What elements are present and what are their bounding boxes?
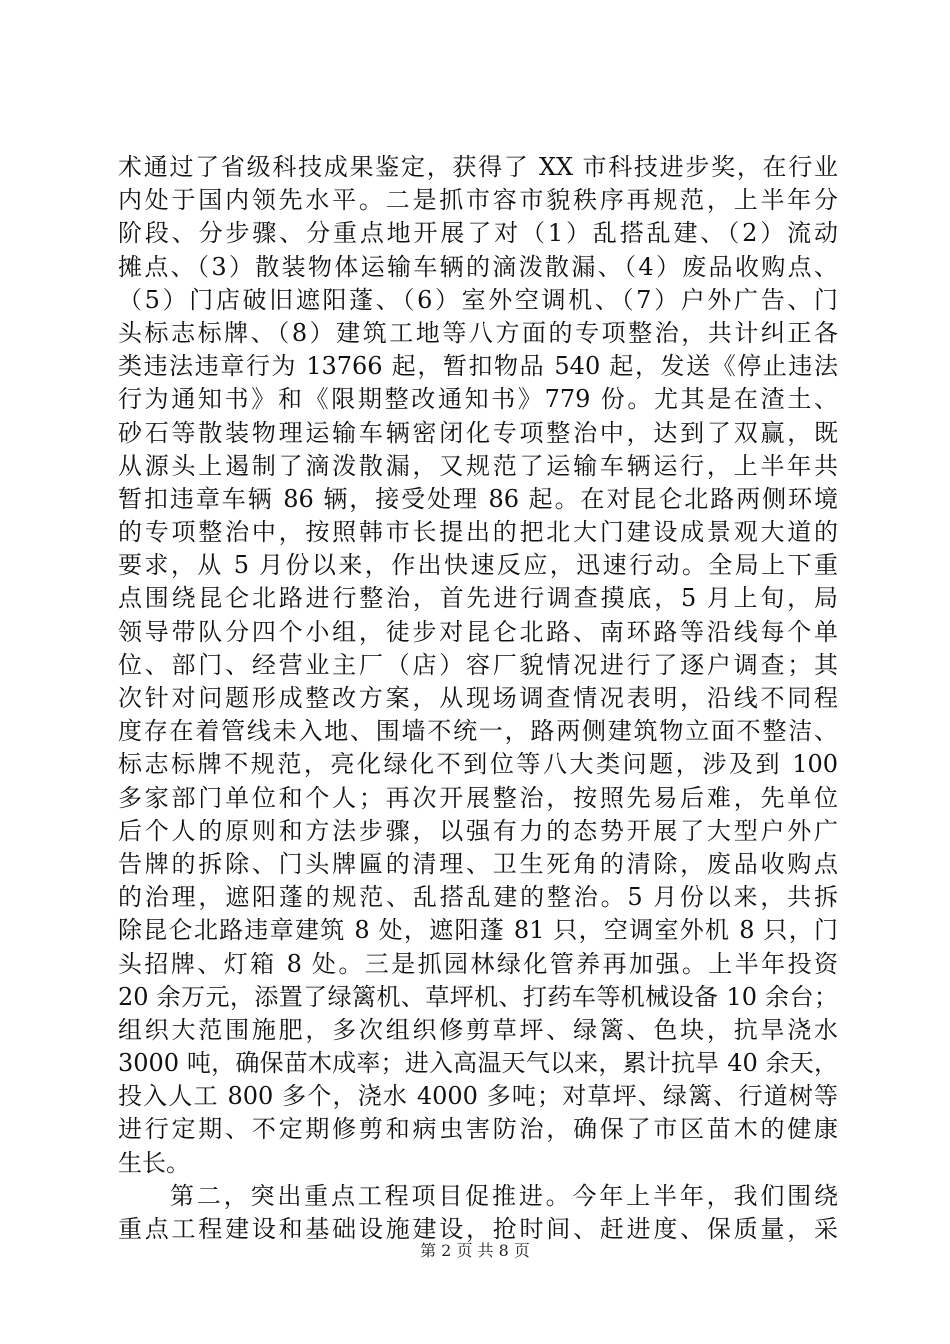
text-line: 标志标牌不规范，亮化绿化不到位等八大类问题，涉及到 100 xyxy=(118,750,838,779)
text-line: 重点工程建设和基础设施建设，抢时间、赶进度、保质量，采 xyxy=(118,1215,838,1243)
text-line: 头标志标牌、（8）建筑工地等八方面的专项整治，共计纠正各 xyxy=(118,318,838,347)
text-line: 要求，从 5 月份以来，作出快速反应，迅速行动。全局上下重 xyxy=(118,551,838,580)
page-footer xyxy=(0,1240,950,1262)
text-line: 类违法违章行为 13766 起，暂扣物品 540 起，发送《停止违法 xyxy=(118,352,838,381)
text-line: 的专项整治中，按照韩市长提出的把北大门建设成景观大道的 xyxy=(118,518,838,547)
text-line: 次针对问题形成整改方案，从现场调查情况表明，沿线不同程 xyxy=(118,684,838,712)
text-line: 组织大范围施肥，多次组织修剪草坪、绿篱、色块，抗旱浇水 xyxy=(118,1015,838,1044)
paragraph-1 xyxy=(118,151,838,1180)
text-line: 行为通知书》和《限期整改通知书》779 份。尤其是在渣土、 xyxy=(118,385,838,414)
text-line: 点围绕昆仑北路进行整治，首先进行调查摸底，5 月上旬，局 xyxy=(118,584,838,613)
body-text xyxy=(118,151,838,1246)
text-line: 后个人的原则和方法步骤，以强有力的态势开展了大型户外广 xyxy=(118,816,838,845)
paragraph-2 xyxy=(118,1180,838,1246)
text-line: 术通过了省级科技成果鉴定，获得了 XX 市科技进步奖，在行业 xyxy=(118,153,838,181)
text-line: 生长。 xyxy=(118,1148,190,1177)
text-line: 领导带队分四个小组，徒步对昆仑北路、南环路等沿线每个单 xyxy=(118,617,838,646)
page-number: 第 2 页 共 8 页 xyxy=(420,1241,530,1260)
text-line: 第二，突出重点工程项目促推进。今年上半年，我们围绕 xyxy=(170,1181,838,1210)
text-line: 从源头上遏制了滴泼散漏，又规范了运输车辆运行，上半年共 xyxy=(118,451,838,480)
text-line: 投入人工 800 多个，浇水 4000 多吨；对草坪、绿篱、行道树等 xyxy=(118,1082,838,1111)
text-line: 进行定期、不定期修剪和病虫害防治，确保了市区苗木的健康 xyxy=(118,1115,838,1144)
text-line: 砂石等散装物理运输车辆密闭化专项整治中，达到了双赢，既 xyxy=(118,418,838,447)
text-line: 的治理，遮阳蓬的规范、乱搭乱建的整治。5 月份以来，共拆 xyxy=(118,883,838,912)
text-line: 阶段、分步骤、分重点地开展了对（1）乱搭乱建、（2）流动 xyxy=(118,219,838,248)
text-line: 头招牌、灯箱 8 处。三是抓园林绿化管养再加强。上半年投资 xyxy=(118,949,838,978)
text-line: 多家部门单位和个人；再次开展整治，按照先易后难，先单位 xyxy=(118,783,838,812)
text-line: 度存在着管线未入地、围墙不统一，路两侧建筑物立面不整洁、 xyxy=(118,717,838,746)
text-line: 除昆仑北路违章建筑 8 处，遮阳蓬 81 只，空调室外机 8 只，门 xyxy=(118,916,838,945)
text-line: 20 余万元，添置了绿篱机、草坪机、打药车等机械设备 10 余台； xyxy=(118,982,838,1011)
text-line: 摊点、（3）散装物体运输车辆的滴泼散漏、（4）废品收购点、 xyxy=(118,252,838,281)
text-line: 暂扣违章车辆 86 辆，接受处理 86 起。在对昆仑北路两侧环境 xyxy=(118,484,838,513)
text-line: 内处于国内领先水平。二是抓市容市貌秩序再规范，上半年分 xyxy=(118,186,838,215)
text-line: 3000 吨，确保苗木成率；进入高温天气以来，累计抗旱 40 余天， xyxy=(118,1049,838,1078)
text-line: 告牌的拆除、门头牌匾的清理、卫生死角的清除，废品收购点 xyxy=(118,849,838,878)
text-line: （5）门店破旧遮阳蓬、（6）室外空调机、（7）户外广告、门 xyxy=(118,285,838,314)
text-line: 位、部门、经营业主厂（店）容厂貌情况进行了逐户调查；其 xyxy=(118,650,838,679)
